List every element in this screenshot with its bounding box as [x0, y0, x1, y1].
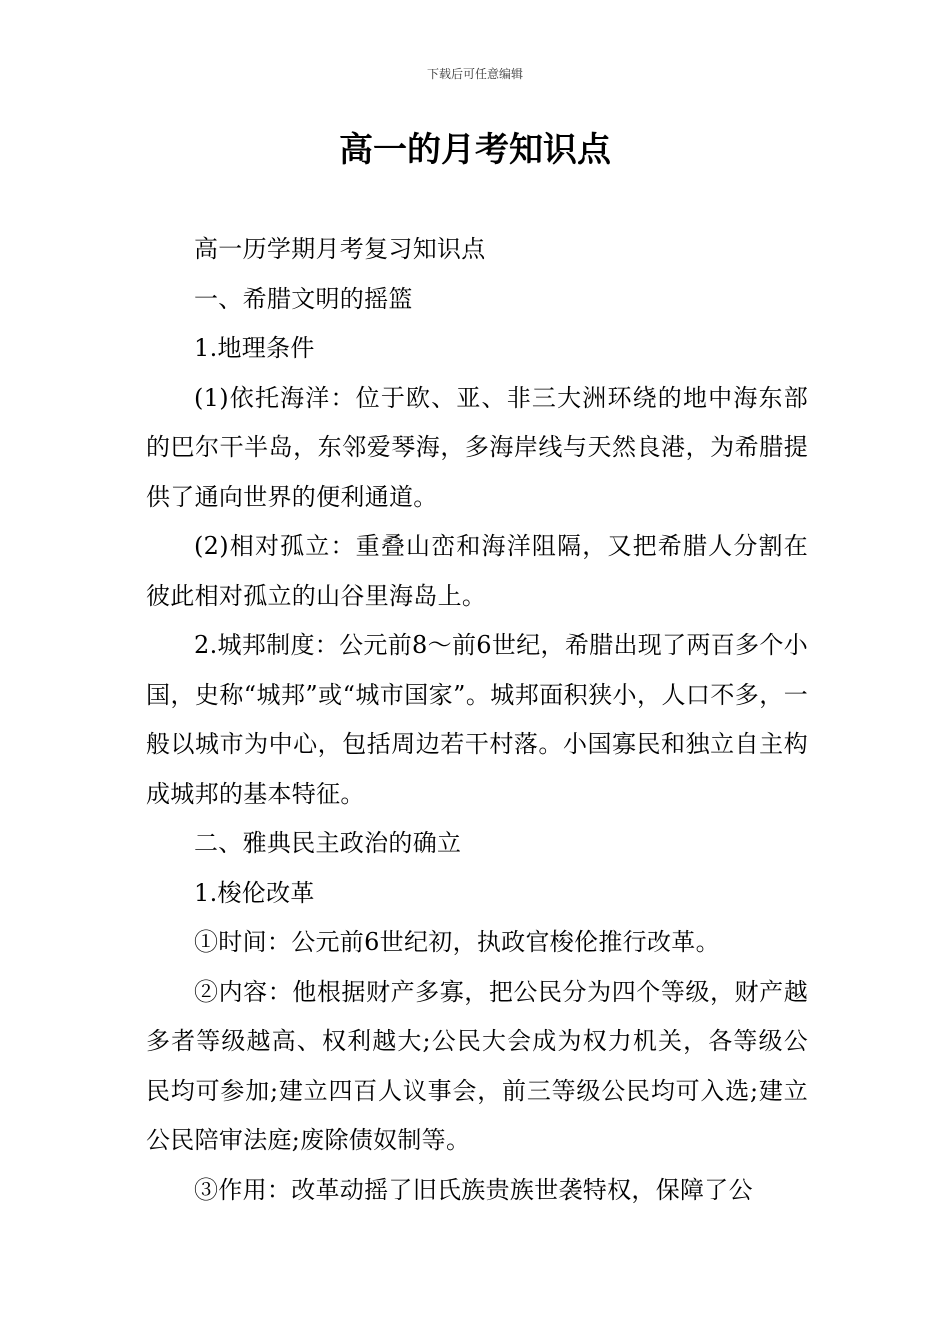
paragraph: ③作用：改革动摇了旧氏族贵族世袭特权，保障了公: [194, 1175, 753, 1204]
paragraph: 高一历学期月考复习知识点: [194, 235, 486, 263]
paragraph: (2)相对孤立：重叠山峦和海洋阻隔，又把希腊人分割在彼此相对孤立的山谷里海岛上。: [146, 532, 808, 610]
header-note: 下载后可任意编辑: [426, 67, 523, 81]
paragraph: ①时间：公元前6世纪初，执政官梭伦推行改革。: [194, 928, 720, 956]
document-title: 高一的月考知识点: [339, 130, 611, 170]
paragraph: 2.城邦制度：公元前8～前6世纪，希腊出现了两百多个小国，史称“城邦”或“城市国家”。城邦面积狭小，人口不多，一般以城市为中心，包括周边若干村落。小国寡民和独立自主构成城邦的基本特征。: [146, 631, 808, 808]
subsection-heading: 1.地理条件: [194, 334, 315, 362]
section-heading: 一、希腊文明的摇篮: [194, 284, 413, 313]
subsection-heading: 1.梭伦改革: [194, 878, 315, 907]
paragraph: (1)依托海洋：位于欧、亚、非三大洲环绕的地中海东部的巴尔干半岛，东邻爱琴海，多海岸线与天然良港，为希腊提供了通向世界的便利通道。: [146, 383, 808, 511]
paragraph: ②内容：他根据财产多寡，把公民分为四个等级，财产越多者等级越高、权利越大;公民大会成为权力机关，各等级公民均可参加;建立四百人议事会，前三等级公民均可入选;建立公民陪审法庭;废除债奴制等。: [146, 977, 808, 1154]
document-body: [146, 225, 808, 1215]
section-heading: 二、雅典民主政治的确立: [194, 829, 462, 857]
